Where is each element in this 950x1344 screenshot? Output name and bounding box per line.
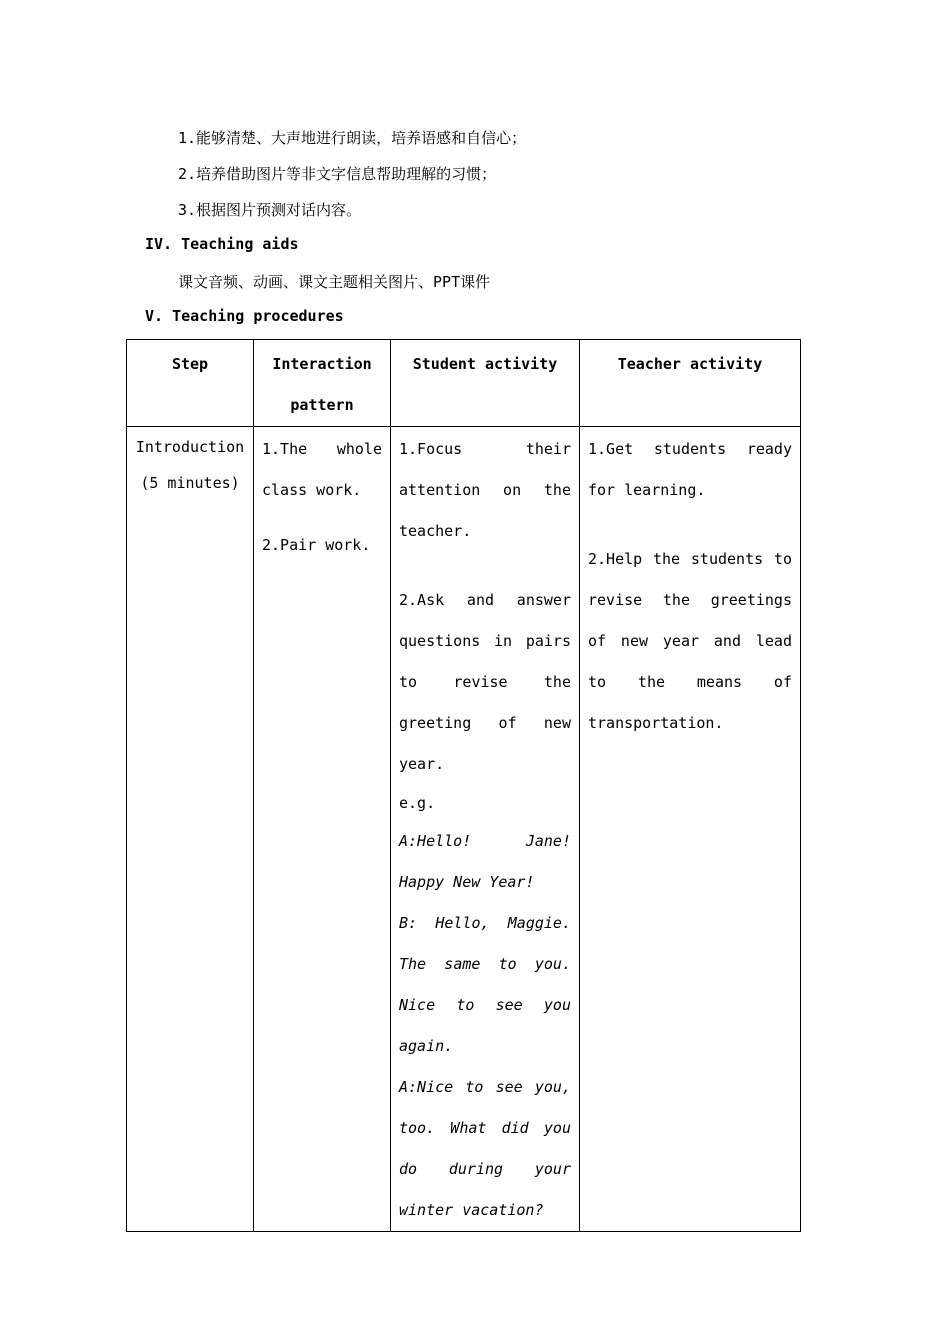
teaching-aids-content: 课文音频、动画、课文主题相关图片、PPT课件 [178, 273, 491, 291]
step-time: (5 minutes) [140, 474, 240, 492]
cell-interaction [254, 427, 391, 1232]
table-row [127, 427, 801, 1232]
dialog-line-a1: A:Hello! Jane! Happy New Year! [399, 832, 571, 891]
student-activity-2: 2.Ask and answer questions in pairs to revise the greeting of new year. [399, 591, 571, 773]
cell-step [127, 427, 254, 1232]
objective-3: 3.根据图片预测对话内容。 [178, 201, 362, 219]
teacher-activity-1: 1.Get students ready for learning. [588, 440, 792, 499]
section-teaching-aids-heading: IV. Teaching aids [145, 235, 299, 253]
interaction-item-2: 2.Pair work. [262, 536, 371, 554]
teaching-procedures-table [126, 339, 801, 1232]
objective-2: 2.培养借助图片等非文字信息帮助理解的习惯； [178, 165, 497, 183]
table-header-row [127, 340, 801, 427]
teacher-activity-2: 2.Help the students to revise the greetings of new year and lead to the means of transportation. [588, 550, 792, 732]
header-interaction-pattern: Interaction pattern [254, 340, 391, 427]
interaction-item-1: 1.The whole class work. [262, 440, 382, 499]
dialog-line-b1: B: Hello, Maggie. The same to you. Nice to see you again. [399, 914, 571, 1055]
cell-student-activity [391, 427, 580, 1232]
step-name: Introduction [135, 438, 245, 456]
cell-teacher-activity [580, 427, 801, 1232]
header-student-activity: Student activity [391, 340, 580, 427]
objective-1: 1.能够清楚、大声地进行朗读，培养语感和自信心； [178, 129, 527, 147]
student-example-label: e.g. [399, 794, 436, 812]
dialog-line-a2: A:Nice to see you, too. What did you do during your winter vacation? [399, 1078, 571, 1219]
header-step: Step [127, 340, 254, 427]
section-teaching-procedures-heading: V. Teaching procedures [145, 307, 344, 325]
student-activity-1: 1.Focus their attention on the teacher. [399, 440, 571, 540]
header-teacher-activity: Teacher activity [580, 340, 801, 427]
